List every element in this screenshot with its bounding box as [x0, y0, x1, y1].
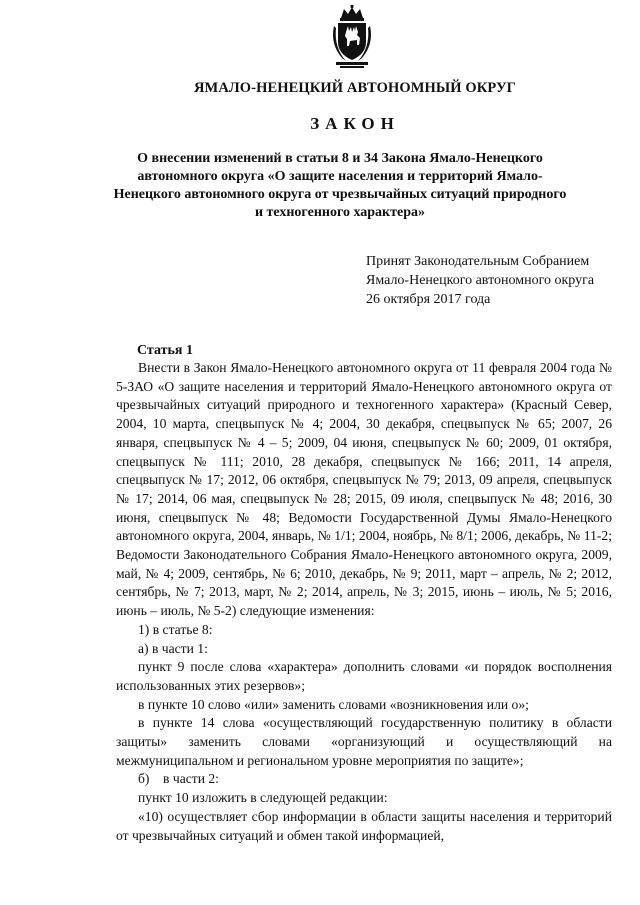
paragraph: б) в части 2: — [138, 771, 219, 787]
coat-of-arms-icon — [324, 4, 380, 70]
adoption-date: 26 октября 2017 года — [366, 292, 491, 307]
article-body — [116, 359, 612, 845]
article-heading: Статья 1 — [137, 343, 193, 358]
adoption-line: Ямало-Ненецкого автономного округа — [366, 273, 595, 288]
paragraph: пункт 9 после слова «характера» дополнить словами «и порядок восполнения использованных этих резервов»; — [116, 659, 612, 693]
adoption-line: Принят Законодательным Собранием — [366, 254, 590, 269]
document-type: ЗАКОН — [310, 114, 400, 133]
region-name: ЯМАЛО-НЕНЕЦКИЙ АВТОНОМНЫЙ ОКРУГ — [193, 80, 517, 96]
paragraph: Внести в Закон Ямало-Ненецкого автономного округа от 11 февраля 2004 года № 5-ЗАО «О защите населения и территорий Ямало-Ненецкого автономного округа от чрезвычайных ситуаций природного и техногенного характера» (Красный Север, 2004, 10 марта, спецвыпуск № 4; 2004, 30 декабря, спецвыпуск № 65; 2007, 26 января, спецвыпуск № 4 – 5; 2009, 04 июня, спецвыпуск № 60; 2009, 01 октября, спецвыпуск № 111; 2010, 28 декабря, спецвыпуск № 166; 2011, 14 апреля, спецвыпуск № 17; 2012, 06 октября, спецвыпуск № 79; 2013, 09 апреля, спецвыпуск № 17; 2014, 06 мая, спецвыпуск № 28; 2015, 09 июля, спецвыпуск № 48; 2016, 30 июня, спецвыпуск № 48; Ведомости Государственной Думы Ямало-Ненецкого автономного округа, 2004, январь, № 1/1; 2004, ноябрь, № 8/1; 2006, декабрь, № 11-2; Ведомости Законодательного Собрания Ямало-Ненецкого автономного округа, 2009, май, № 4; 2009, сентябрь, № 6; 2010, декабрь, № 9; 2011, март – апрель, № 2; 2012, сентябрь, № 7; 2013, март, № 2; 2014, апрель, № 3; 2015, июнь – июль, № 5; 2016, июнь – июль, № 5-2) следующие изменения: — [116, 360, 612, 619]
paragraph: «10) осуществляет сбор информации в области защиты населения и территорий от чрезвычайных ситуаций и обмен такой информацией, — [116, 808, 612, 843]
law-title: О внесении изменений в статьи 8 и 34 Закона Ямало-Ненецкого автономного округа «О защите населения и территорий Ямало-Ненецкого автономного округа от чрезвычайных ситуаций природного и техногенного характера» — [113, 151, 567, 220]
adoption-note — [366, 252, 594, 309]
paragraph: а) в части 1: — [138, 640, 208, 656]
paragraph: пункт 10 изложить в следующей редакции: — [138, 790, 388, 806]
paragraph: 1) в статье 8: — [138, 621, 213, 637]
paragraph: в пункте 14 слова «осуществляющий государственную политику в области защиты» заменить словами «организующий и осуществляющий на межмуниципальном и региональном уровне мероприятия по защите»; — [116, 715, 612, 768]
paragraph: в пункте 10 слово «или» заменить словами «возникновения или о»; — [138, 696, 529, 712]
